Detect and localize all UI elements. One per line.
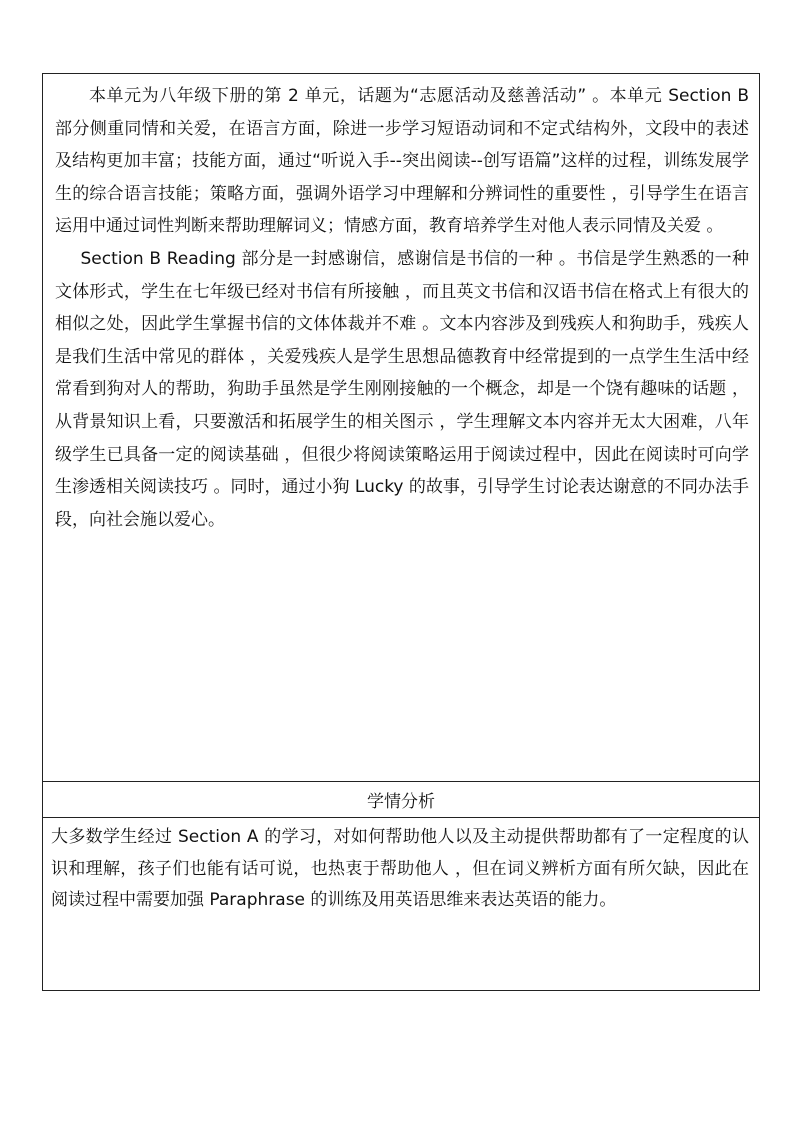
lesson-plan-table — [42, 73, 760, 991]
content-analysis-paragraph-1: 本单元为八年级下册的第 2 单元，话题为“志愿活动及慈善活动” 。本单元 Section B 部分侧重同情和关爱，在语言方面，除进一步学习短语动词和不定式结构外，文段中的表述及结构更加丰富；技能方面，通过“听说入手--突出阅读--创写语篇”这样的过程，训练发展学生的综合语言技能；策略方面，强调外语学习中理解和分辨词性的重要性 ，引导学生在语言运用中通过词性判断来帮助理解词义；情感方面，教育培养学生对他人表示同情及关爱 。 — [55, 86, 749, 237]
content-analysis-paragraph-2: Section B Reading 部分是一封感谢信，感谢信是书信的一种 。书信是学生熟悉的一种文体形式，学生在七年级已经对书信有所接触 ，而且英文书信和汉语书信在格式上有很大的相似之处，因此学生掌握书信的文体体裁并不难 。文本内容涉及到残疾人和狗助手，残疾人是我们生活中常见的群体 ，关爱残疾人是学生思想品德教育中经常提到的一点学生生活中经常看到狗对人的帮助，狗助手虽然是学生刚刚接触的一个概念，却是一个饶有趣味的话题 ，从背景知识上看，只要激活和拓展学生的相关图示 ，学生理解文本内容并无太大困难，八年级学生已具备一定的阅读基础 ，但很少将阅读策略运用于阅读过程中，因此在阅读时可向学生渗透相关阅读技巧 。同时，通过小狗 Lucky 的故事，引导学生讨论表达谢意的不同办法手段，向社会施以爱心。 — [55, 248, 749, 530]
content-analysis-cell — [43, 74, 759, 782]
learner-analysis-cell — [43, 818, 759, 990]
learner-analysis-heading: 学情分析 — [43, 782, 759, 818]
learner-analysis-text: 大多数学生经过 Section A 的学习，对如何帮助他人以及主动提供帮助都有了一定程度的认识和理解，孩子们也能有话可说，也热衷于帮助他人 ，但在词义辨析方面有所欠缺，因此在阅读过程中需要加强 Paraphrase 的训练及用英语思维来表达英语的能力。 — [51, 827, 749, 910]
